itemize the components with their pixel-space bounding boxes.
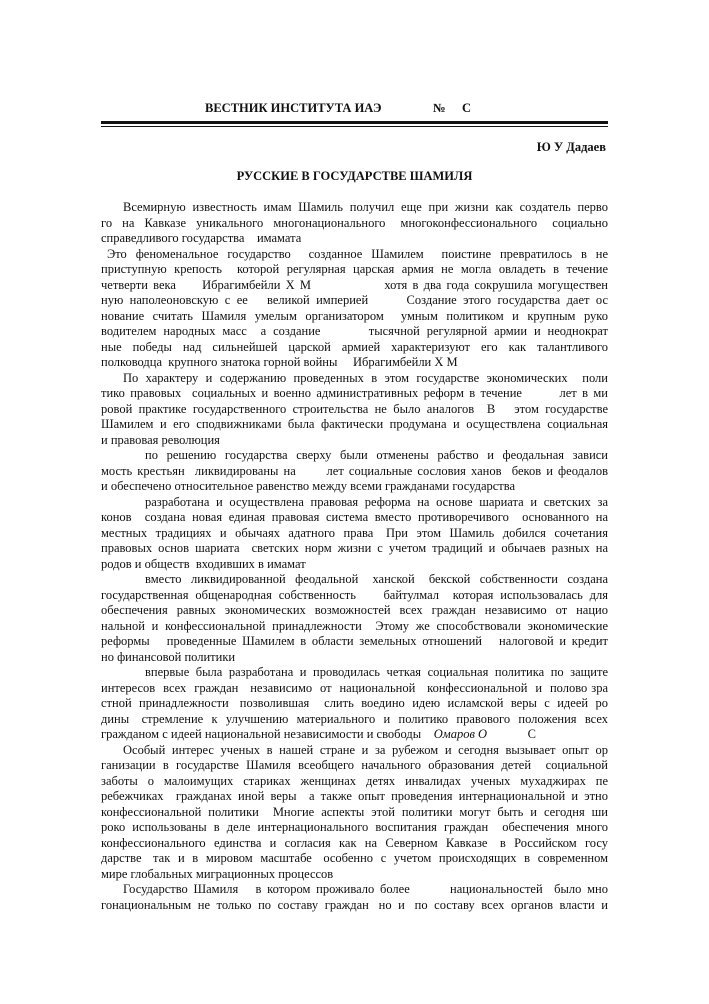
text-line-with-citation [101,727,608,743]
text-line: мость крестьян ликвидированы на лет социальные сословия ханов беков и феодалов [101,463,608,478]
text-line: Это феноменальное государство созданное Шамилем поистине превратилось в не [107,246,608,261]
text-line: ребежчиках гражданах иной веры а также опыт проведения интернациональной и этно [101,789,608,803]
header-rule-thin [101,126,608,127]
text-line: стной принадлежности позволившая слить воедино идею исламской веры с идеей ро [101,696,608,710]
text-line: государственная общенародная собственность байтулмал которая использовалась для [101,587,608,602]
text-line: конфессиональной политики Многие аспекты этой политики могут быть и сегодня ши [101,804,608,819]
text-line: нальной и конфессиональной принадлежности Этому же способствовали экономические [101,618,608,633]
text-line: разработана и осуществлена правовая реформа на основе шариата и светских за [145,494,608,509]
text-line: дарстве так и в мировом масштабе особенно с учетом происходящих в современном [101,851,608,865]
running-header [205,101,525,119]
text-line: обеспечения равных экономических возможностей всех граждан независимо от нацио [101,603,608,617]
text-line: Шамилем и его сподвижниками была фактически продумана и осуществлена социальная [101,417,608,431]
citation-author: Омаров О [433,727,488,741]
text-line: справедливого государства имамата [101,231,302,245]
text-line: родов и обществ входивших в имамат [101,556,306,571]
text-line: интересов всех граждан независимо от национальной конфессиональной и полово зра [101,680,608,695]
text-line: ганизации в государстве Шамиля всеобщего начального образования детей социальной [101,758,608,772]
text-line: ную наполеоновскую с ее великой империей Создание этого государства дает ос [101,293,608,307]
text-line: конов создана новая единая правовая система вместо противоречивого основанного на [101,510,608,524]
text-line: роко использованы в деле интернационального воспитания граждан обеспечения много [101,820,608,834]
text-line: приступную крепость которой регулярная царская армия не могла овладеть в течение [101,262,608,276]
text-line: вместо ликвидированной феодальной ханской бекской собственности создана [145,572,608,586]
text-line: Всемирную известность имам Шамиль получил еще при жизни как создатель перво [123,200,608,214]
text-line: правовых основ шариата светских норм жизни с учетом традиций и обычаев разных на [101,541,608,555]
text-line: заботы о малоимущих стариках женщинах детях инвалидах ученых мухаджирах пе [101,773,608,788]
text-line: гонациональным не только по составу граждан но и по составу всех органов власти и [101,897,608,912]
text-line: Особый интерес ученых в нашей стране и за рубежом и сегодня вызывает опыт ор [123,742,608,757]
text-line: по решению государства сверху были отменены рабство и феодальная зависи [145,448,608,462]
text-line: ровой практике государственного строительства не было аналогов В этом государстве [101,401,608,416]
header-rule-thick [101,121,608,124]
text-line: впервые была разработана и проводилась четкая социальная политика по защите [145,665,608,679]
article-body [101,200,608,913]
text-line: го на Кавказе уникального многонационального многоконфессионального социально [101,215,608,230]
issue-number: С [462,101,472,115]
text-line: Государство Шамиля в котором проживало более национальностей было мно [123,882,608,896]
text-line: водителем народных масс а создание тысячной регулярной армии и неоднократ [101,324,608,338]
text-line: конфессионального единства и согласия как на Северном Кавказе в Российском госу [101,835,608,850]
text-line: мире глобальных миграционных процессов [101,866,334,881]
article-title: РУССКИЕ В ГОСУДАРСТВЕ ШАМИЛЯ [236,169,473,183]
text-line: и обеспечено относительное равенство между всеми гражданами государства [101,479,516,493]
text-line: ные победы над сильнейшей царской армией характеризуют его как талантливого [101,339,608,354]
text-line: По характеру и содержанию проведенных в этом государстве экономических поли [123,370,608,385]
text-line: реформы проведенные Шамилем в области земельных отношений налоговой и кредит [101,634,608,648]
text-line: тико правовых социальных и военно административных реформ в течение лет в ми [101,386,608,400]
text-line: и правовая революция [101,432,220,447]
text-line: дины стремление к улучшению материального и политико правового положения всех [101,711,608,726]
citation-suffix: С [527,727,536,741]
text-line: местных традициях и обычаях адатного права При этом Шамиль добился сочетания [101,525,608,540]
author-name: Ю У Дадаев [536,140,606,154]
text-line: но финансовой политики [101,649,236,664]
text-line: четверти века Ибрагимбейли Х М хотя в два года сокрушила могуществен [101,277,608,292]
journal-title: ВЕСТНИК ИНСТИТУТА ИАЭ [205,101,382,115]
text-line: полководца крупного знатока горной войны Ибрагимбейли Х М [101,355,458,369]
number-sign: № [433,101,446,115]
text-line: нование считать Шамиля умелым организатором умным политиком и крупным руко [101,308,608,323]
text-span: гражданом с идеей национальной независимости и свободы [101,727,422,741]
